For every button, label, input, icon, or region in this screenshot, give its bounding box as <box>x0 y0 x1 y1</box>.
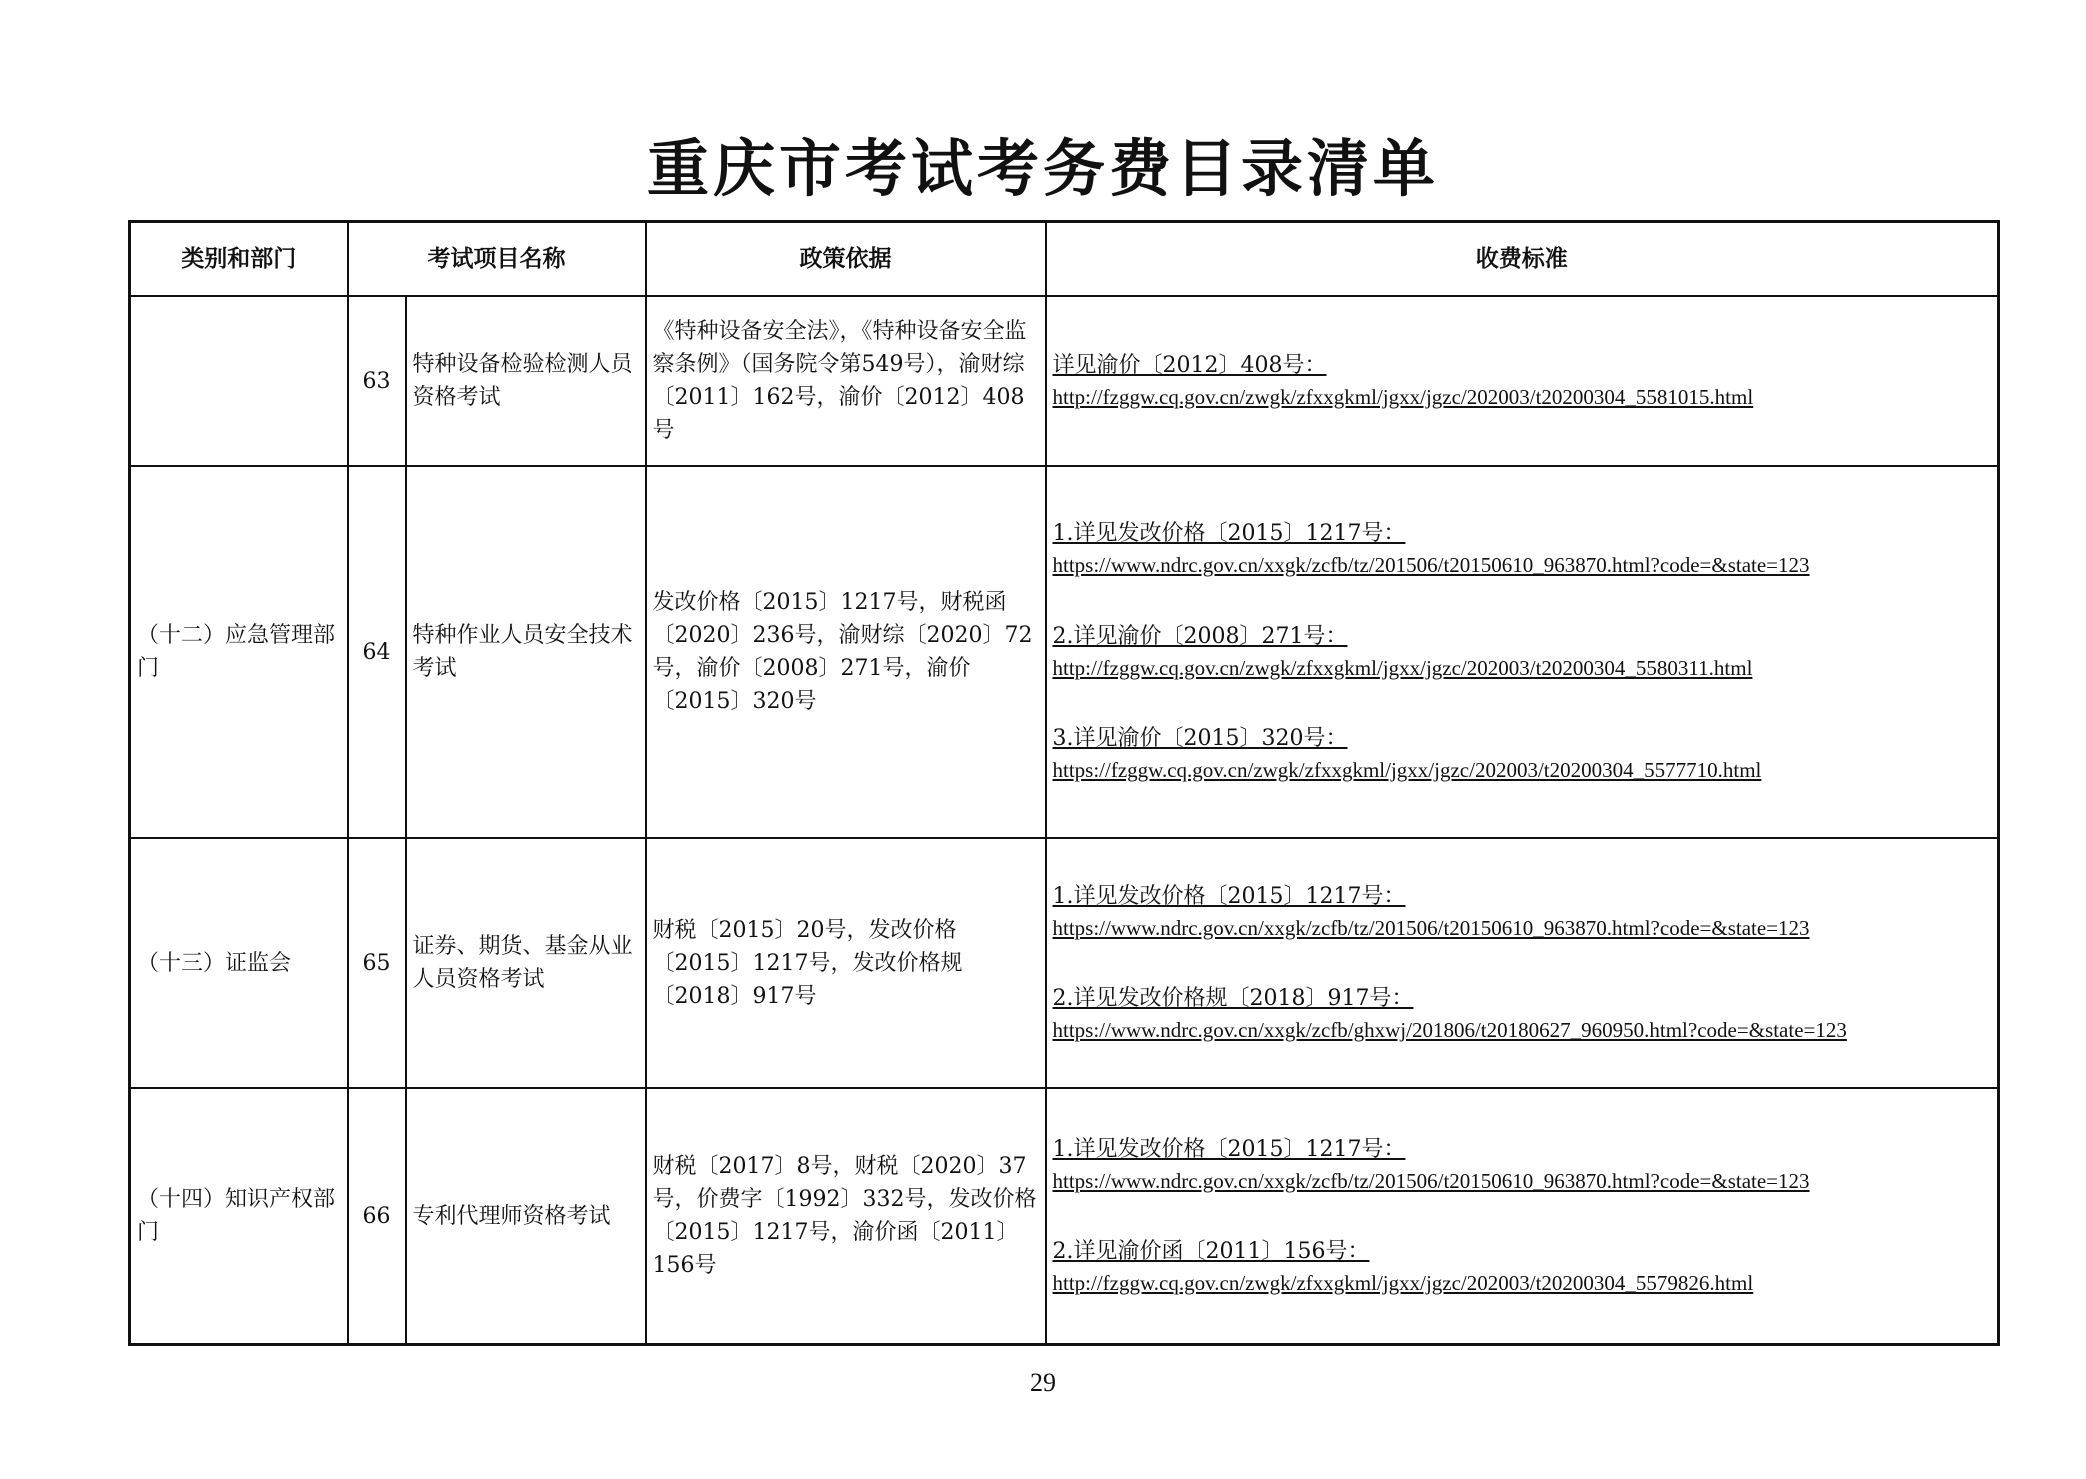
header-exam-name: 考试项目名称 <box>348 222 646 297</box>
fee-reference-link[interactable]: https://www.ndrc.gov.cn/xxgk/zcfb/tz/201506/t20150610_963870.html?code=&state=123 <box>1052 553 1810 578</box>
page-title: 重庆市考试考务费目录清单 <box>646 132 1439 205</box>
fee-reference-label[interactable]: 2.详见发改价格规〔2018〕917号： <box>1052 986 1414 1011</box>
fee-reference[interactable] <box>1053 982 1992 1047</box>
fee-reference[interactable] <box>1053 517 1992 582</box>
fee-standard <box>1046 466 1999 838</box>
category-cell: （十二）应急管理部门 <box>130 466 348 838</box>
exam-name: 特种设备检验检测人员资格考试 <box>406 296 646 466</box>
fee-reference-label[interactable]: 1.详见发改价格〔2015〕1217号： <box>1052 521 1406 547</box>
item-number: 66 <box>348 1088 406 1345</box>
fee-table <box>128 220 2000 1346</box>
policy-basis: 《特种设备安全法》，《特种设备安全监察条例》（国务院令第549号），渝财综〔2011〕162号，渝价〔2012〕408号 <box>646 296 1046 466</box>
fee-reference-link[interactable]: http://fzggw.cq.gov.cn/zwgk/zfxxgkml/jgxx/jgzc/202003/t20200304_5580311.html <box>1052 655 1753 680</box>
item-number: 63 <box>348 296 406 466</box>
table-header-row <box>130 222 1999 297</box>
item-number: 65 <box>348 838 406 1088</box>
header-policy: 政策依据 <box>646 222 1046 297</box>
fee-reference-label[interactable]: 2.详见渝价〔2008〕271号： <box>1052 623 1348 649</box>
category-cell: （十四）知识产权部门 <box>130 1088 348 1345</box>
fee-reference-link[interactable]: https://fzggw.cq.gov.cn/zwgk/zfxxgkml/jgxx/jgzc/202003/t20200304_5577710.html <box>1052 758 1762 783</box>
fee-reference-link[interactable]: http://fzggw.cq.gov.cn/zwgk/zfxxgkml/jgxx/jgzc/202003/t20200304_5581015.html <box>1052 384 1754 409</box>
fee-reference[interactable] <box>1053 1235 1992 1300</box>
fee-standard <box>1046 296 1999 466</box>
exam-name: 证券、期货、基金从业人员资格考试 <box>406 838 646 1088</box>
fee-reference-link[interactable]: https://www.ndrc.gov.cn/xxgk/zcfb/ghxwj/201806/t20180627_960950.html?code=&state=123 <box>1052 1018 1847 1042</box>
exam-name: 专利代理师资格考试 <box>406 1088 646 1345</box>
table-row <box>130 296 1999 466</box>
fee-reference-link[interactable]: https://www.ndrc.gov.cn/xxgk/zcfb/tz/201506/t20150610_963870.html?code=&state=123 <box>1052 1168 1810 1193</box>
item-number: 64 <box>348 466 406 838</box>
fee-standard <box>1046 1088 1999 1345</box>
fee-standard <box>1046 838 1999 1088</box>
fee-reference-label[interactable]: 详见渝价〔2012〕408号： <box>1052 352 1327 378</box>
policy-basis: 发改价格〔2015〕1217号，财税函〔2020〕236号，渝财综〔2020〕72号，渝价〔2008〕271号，渝价〔2015〕320号 <box>646 466 1046 838</box>
fee-reference-link[interactable]: http://fzggw.cq.gov.cn/zwgk/zfxxgkml/jgxx/jgzc/202003/t20200304_5579826.html <box>1052 1271 1754 1295</box>
fee-reference-label[interactable]: 1.详见发改价格〔2015〕1217号： <box>1052 1136 1406 1162</box>
fee-reference-label[interactable]: 3.详见渝价〔2015〕320号： <box>1052 726 1348 752</box>
policy-basis: 财税〔2015〕20号，发改价格〔2015〕1217号，发改价格规〔2018〕917号 <box>646 838 1046 1088</box>
category-cell: （十三）证监会 <box>130 838 348 1088</box>
header-fee: 收费标准 <box>1046 222 1999 297</box>
fee-reference-label[interactable]: 2.详见渝价函〔2011〕156号： <box>1052 1239 1370 1264</box>
fee-reference-label[interactable]: 1.详见发改价格〔2015〕1217号： <box>1052 883 1406 909</box>
fee-reference[interactable] <box>1053 349 1992 414</box>
fee-reference[interactable] <box>1053 620 1992 685</box>
fee-reference-link[interactable]: https://www.ndrc.gov.cn/xxgk/zcfb/tz/201506/t20150610_963870.html?code=&state=123 <box>1052 915 1810 940</box>
fee-reference[interactable] <box>1053 722 1992 787</box>
policy-basis: 财税〔2017〕8号，财税〔2020〕37号，价费字〔1992〕332号，发改价格〔2015〕1217号，渝价函〔2011〕156号 <box>646 1088 1046 1345</box>
fee-reference[interactable] <box>1053 1133 1992 1198</box>
table-row <box>130 466 1999 838</box>
page-number: 29 <box>1030 1368 1056 1397</box>
table-row <box>130 838 1999 1088</box>
category-cell <box>130 296 348 466</box>
exam-name: 特种作业人员安全技术考试 <box>406 466 646 838</box>
table-row <box>130 1088 1999 1345</box>
header-category: 类别和部门 <box>130 222 348 297</box>
fee-reference[interactable] <box>1053 880 1992 945</box>
